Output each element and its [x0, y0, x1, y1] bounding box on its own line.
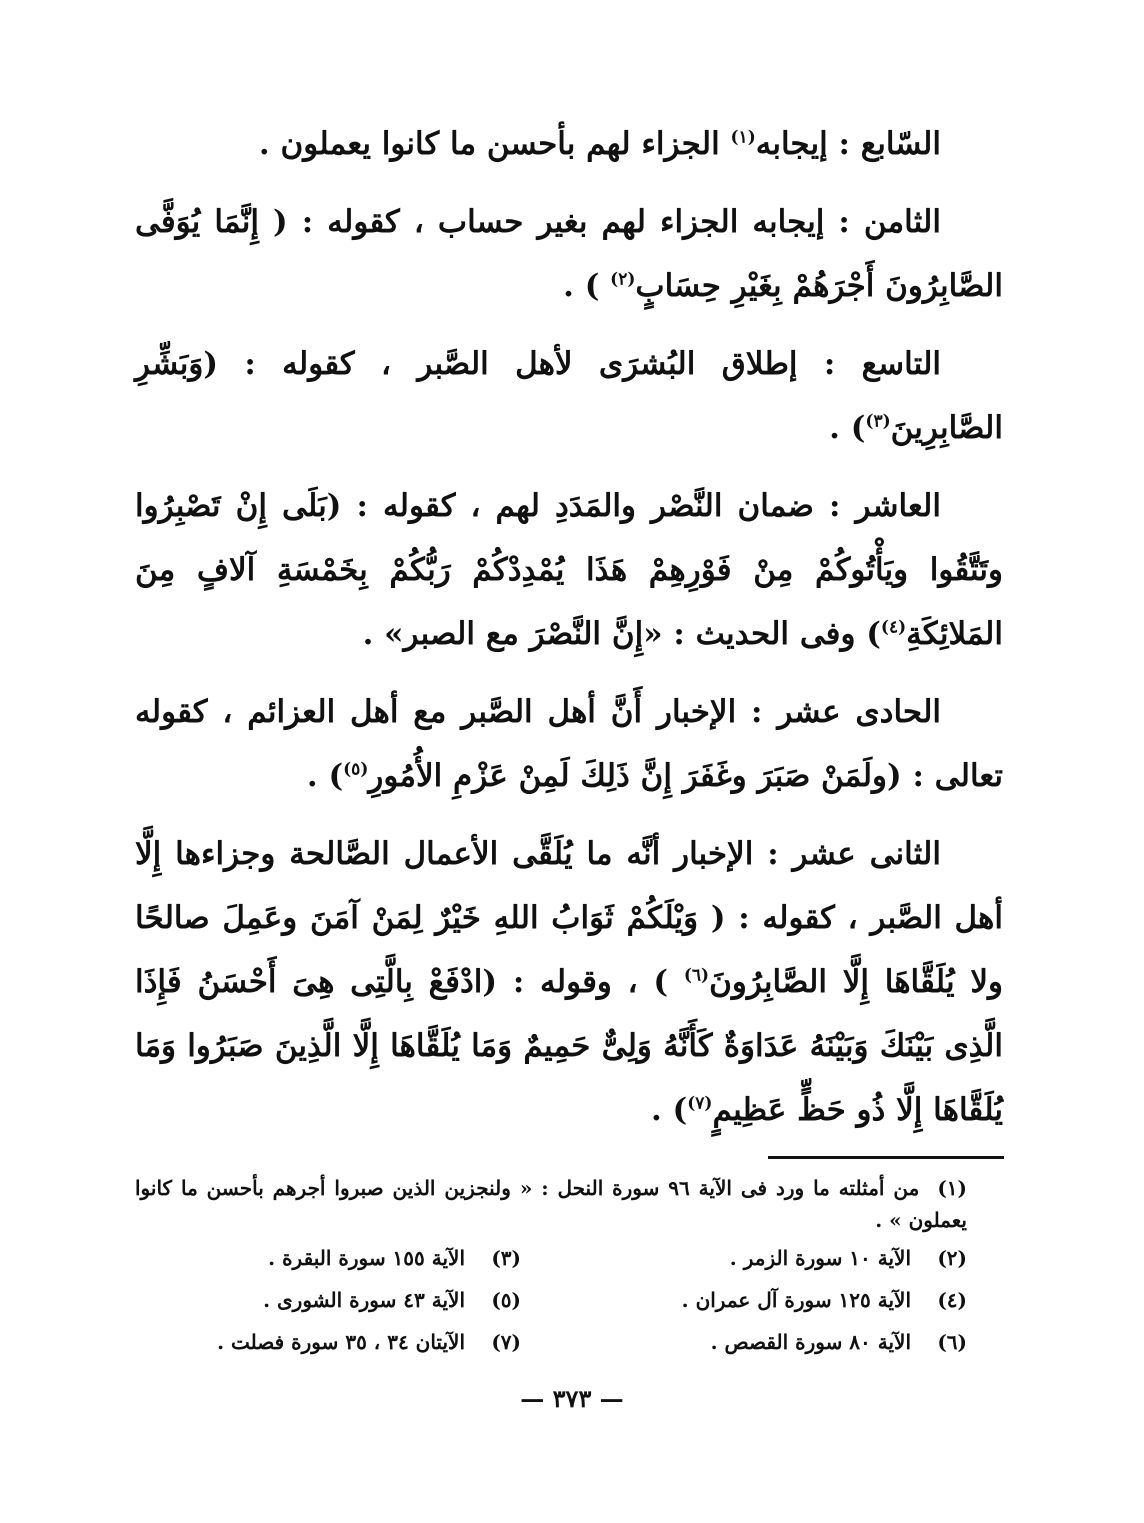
footnote-ref[interactable]: (١) [730, 127, 756, 148]
paragraph-eleventh [135, 680, 1003, 808]
footnote-ref[interactable]: (٧) [687, 1093, 713, 1114]
footnote-text: من أمثلته ما ورد فى الآية ٩٦ سورة النحل : « ولنجزين الذين صبروا أجرهم بأحسن ما كانوا يعملون » . [135, 1176, 967, 1232]
paragraph-text: الحادى عشر : الإخبار أَنَّ أهل الصَّبر مع أهل العزائم ، كقوله تعالى : (ولَمَنْ صَبَرَ وغَفَرَ إِنَّ ذَلِكَ لَمِنْ عَزْمِ الأُمُورِ [135, 694, 1003, 794]
paragraph-ninth [135, 332, 1003, 460]
footnote-text: الآيتان ٣٤ ، ٣٥ سورة فصلت . [217, 1330, 465, 1354]
footnote-text: الآية ١٥٥ سورة البقرة . [268, 1246, 465, 1270]
paragraph-text: ) ، وقوله : (ادْفَعْ بِالَّتِى هِىَ أَحْسَنُ فَإِذَا الَّذِى بَيْنَكَ وَبَيْنَهُ عَدَاوَةٌ كَأَنَّهُ وَلِىٌّ حَمِيمٌ وَمَا يُلَقَّاهَا إِلَّا الَّذِينَ صَبَرُوا وَمَا يُلَقَّاهَا إِلَّا ذُو حَظٍّ عَظِيمٍ [135, 964, 1003, 1128]
footnote-5 [135, 1284, 521, 1316]
footnote-ref[interactable]: (٣) [865, 411, 891, 432]
footnote-text: الآية ٨٠ سورة القصص . [710, 1330, 911, 1354]
paragraph-text: ) وفى الحديث : «إِنَّ النَّصْرَ مع الصبر» . [362, 616, 881, 652]
footnote-text: الآية ١٠ سورة الزمر . [729, 1246, 911, 1270]
footnote-ref[interactable]: (٤) [880, 617, 907, 638]
paragraph-text: السّابع : إيجابه [755, 126, 941, 162]
paragraph-tenth [135, 474, 1003, 666]
footnote-number: (٦) [937, 1330, 967, 1354]
footnote-ref[interactable]: (٢) [610, 269, 636, 290]
footnote-4 [581, 1284, 967, 1316]
paragraph-text: الجزاء لهم بأحسن ما كانوا يعملون . [258, 126, 731, 162]
footnote-number: (٣) [491, 1246, 521, 1270]
paragraph-text: التاسع : إطلاق البُشرَى لأهل الصَّبر ، كقوله : (وَبَشِّرِ الصَّابِرِينَ [135, 346, 1003, 446]
footnote-3 [135, 1242, 521, 1274]
paragraph-text: ) . [650, 1092, 688, 1128]
main-text [135, 112, 1003, 1156]
footnote-text: الآية ٤٣ سورة الشورى . [263, 1288, 465, 1312]
footnote-6 [581, 1326, 967, 1358]
paragraph-twelfth [135, 822, 1003, 1142]
paragraph-text: الثامن : إيجابه الجزاء لهم بغير حساب ، كقوله : ( إِنَّمَا يُوَفَّى الصَّابِرُونَ أَجْرَهُمْ بِغَيْرِ حِسَابٍ [135, 204, 1003, 304]
footnote-grid [135, 1242, 1003, 1358]
paragraph-eighth [135, 190, 1003, 318]
paragraph-text: الثانى عشر : الإخبار أنَّه ما يُلَقَّى الأعمال الصَّالحة وجزاءها إِلَّا أهل الصَّبر ، كقوله : ( وَيْلَكُمْ ثَوَابُ اللهِ خَيْرٌ لِمَنْ آمَنَ وعَمِلَ صالحًا ولا يُلَقَّاهَا إِلَّا الصَّابِرُونَ [135, 836, 1003, 1000]
paragraph-text: العاشر : ضمان النَّصْر والمَدَدِ لهم ، كقوله : (بَلَى إِنْ تَصْبِرُوا وتَتَّقُوا ويَأْتُوكُمْ مِنْ فَوْرِهِمْ هَذَا يُمْدِدْكُمْ رَبُّكُمْ بِخَمْسَةِ آلافٍ مِنَ المَلائِكَةِ [135, 488, 1003, 652]
footnote-divider [768, 1156, 1004, 1159]
page-number: — ٣٧٣ — [520, 1384, 624, 1413]
footnote-number: (٧) [491, 1330, 521, 1354]
footnote-ref[interactable]: (٥) [343, 759, 369, 780]
paragraph-text: ) . [829, 410, 866, 446]
footnote-number: (١) [937, 1176, 967, 1200]
footnote-1 [135, 1172, 1003, 1236]
footnote-7 [135, 1326, 521, 1358]
footnote-text: الآية ١٢٥ سورة آل عمران . [681, 1288, 911, 1312]
footnote-ref[interactable]: (٦) [683, 965, 710, 986]
footnote-number: (٥) [491, 1288, 521, 1312]
footnote-2 [581, 1242, 967, 1274]
footnote-number: (٤) [937, 1288, 967, 1312]
paragraph-seventh [135, 112, 1003, 176]
footnotes [135, 1172, 1003, 1358]
footnote-number: (٢) [937, 1246, 967, 1270]
paragraph-text: ) . [306, 758, 344, 794]
paragraph-text: ) . [563, 268, 611, 304]
